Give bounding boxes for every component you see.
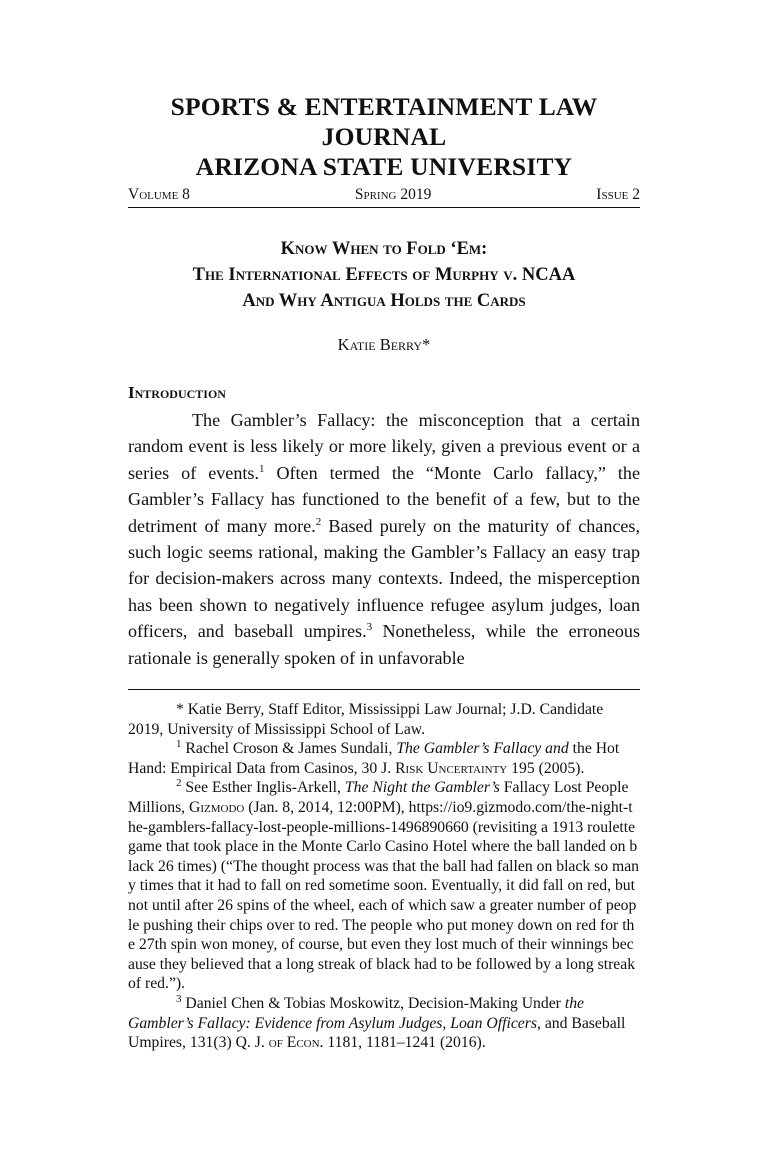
footnote-text: and Baseball Umpires, 131(3) Q. J. — [128, 1014, 626, 1052]
footnote-text: Rachel Croson & James Sundali, — [181, 740, 397, 758]
section-heading: Introduction — [128, 383, 226, 402]
footnote-text: the Hot Hand: Empirical Data from Casinos, 30 J. — [128, 740, 620, 777]
footnote-star: * Katie Berry, Staff Editor, Mississippi Law Journal; J.D. Candidate 2019, University of Mississippi School of Law. — [128, 701, 604, 738]
university-name: ARIZONA STATE UNIVERSITY — [195, 152, 573, 181]
title-line-2: The International Effects of Murphy v. NCAA — [192, 265, 576, 285]
footnote-3 — [128, 994, 640, 1053]
footnote-mark: 2 — [176, 777, 182, 790]
introduction-paragraph — [128, 407, 640, 671]
title-line-1: Know When to Fold ‘Em: — [280, 239, 488, 259]
footnote-ref-3[interactable]: 3 — [366, 621, 373, 634]
paragraph-text: Often termed the “Monte Carlo fallacy,” the Gambler’s Fallacy has functioned to the benefit of a few, but to the detriment of many more. — [128, 462, 640, 536]
footnote-text: See Esther Inglis-Arkell, — [181, 779, 345, 797]
season-label: Spring 2019 — [354, 186, 432, 203]
footnote-text: Daniel Chen & Tobias Moskowitz, Decision-Making Under — [181, 994, 565, 1012]
footnote-1 — [128, 739, 640, 778]
journal-title — [128, 92, 640, 182]
paragraph-text: Nonetheless, while the erroneous rationale is generally spoken of in unfavorable — [128, 621, 640, 668]
footnote-italic: the Gambler’s Fallacy: Evidence from Asylum Judges, Loan Officers, — [128, 994, 585, 1032]
footnote-italic: The Gambler’s Fallacy and — [396, 740, 569, 758]
issue-meta — [128, 186, 640, 208]
footnote-journal: Gizmodo — [189, 799, 245, 817]
footnote-text: Fallacy Lost People Millions, — [128, 779, 629, 817]
paragraph-text: The Gambler’s Fallacy: the misconception that a certain random event is less likely or more likely, given a previous event or a series of events. — [128, 410, 640, 483]
introduction-body — [128, 407, 640, 671]
footnote-2 — [128, 778, 640, 994]
footnote-journal: of Econ. — [268, 1034, 324, 1052]
article-title — [128, 236, 640, 314]
footnote-text: (Jan. 8, 2014, 12:00PM), https://io9.gizmodo.com/the-night-the-gamblers-fallacy-lost-people-millions-1496890660 (revisiting a 1913 roulette game that took place in the Monte Carlo Casino Hotel where the ball landed on black 26 times) (“The thought process was that the ball had fallen on black so many times that it had to fall on red sometime soon. Eventually, it did fall on red, but not until after 26 spins of the wheel, each of which saw a greater number of people pushing their chips over to red. The people who put money down on red for the 27th spin won money, of course, but even they lost much of their winnings because they believed that a long streak of black had to be followed by a long streak of red.”). — [128, 799, 640, 993]
footnote-ref-1[interactable]: 1 — [258, 462, 265, 475]
footnote-divider — [128, 689, 640, 690]
paragraph-text: Based purely on the maturity of chances, such logic seems rational, making the Gambler’s Fallacy an easy trap for decision-makers across many contexts. Indeed, the misperception has been shown to negatively influence refugee asylum judges, loan officers, and baseball umpires. — [128, 515, 640, 642]
footnote-text: 1181, 1181–1241 (2016). — [323, 1034, 486, 1052]
footnote-journal: Risk Uncertainty — [395, 759, 508, 777]
volume-label: Volume 8 — [128, 186, 190, 203]
author-name: Katie Berry* — [337, 335, 431, 354]
issue-label: Issue 2 — [596, 186, 640, 203]
footnote-text: 195 (2005). — [507, 759, 585, 777]
footnote-ref-2[interactable]: 2 — [315, 515, 322, 528]
journal-name: SPORTS & ENTERTAINMENT LAW JOURNAL — [170, 92, 598, 151]
footnote-italic: The Night the Gambler’s — [344, 779, 500, 797]
title-line-3: And Why Antigua Holds the Cards — [242, 291, 526, 311]
article-page — [128, 92, 640, 1053]
footnotes — [128, 700, 640, 1053]
footnote-mark: 1 — [176, 738, 182, 751]
footnote-mark: 3 — [176, 992, 182, 1005]
